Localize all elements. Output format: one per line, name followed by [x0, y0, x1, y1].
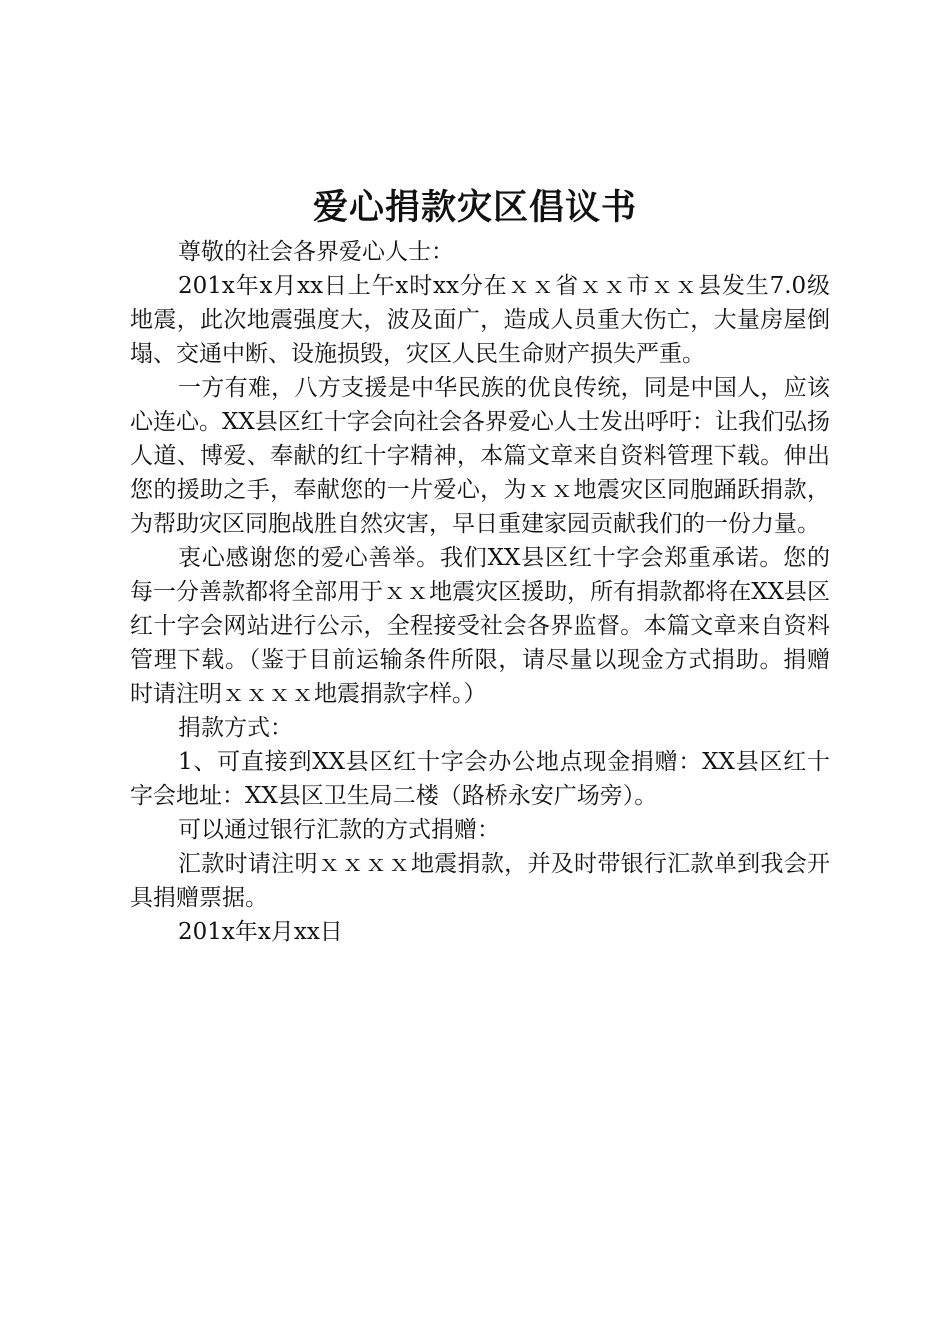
- paragraph-commitment: 衷心感谢您的爱心善举。我们XX县区红十字会郑重承诺。您的每一分善款都将全部用于ｘｘ地震灾区援助，所有捐款都将在XX县区红十字会网站进行公示，全程接受社会各界监督。本篇文章来自资料管理下载。（鉴于目前运输条件所限，请尽量以现金方式捐助。捐赠时请注明ｘｘｘｘ地震捐款字样。）: [130, 545, 830, 707]
- paragraph-earthquake-report: 201x年x月xx日上午x时xx分在ｘｘ省ｘｘ市ｘｘ县发生7.0级地震，此次地震强度大，波及面广，造成人员重大伤亡，大量房屋倒塌、交通中断、设施损毁，灾区人民生命财产损失严重。: [130, 273, 830, 367]
- document-date: 201x年x月xx日: [178, 919, 343, 945]
- salutation: 尊敬的社会各界爱心人士：: [178, 239, 454, 265]
- donation-method-cash: 1、可直接到XX县区红十字会办公地点现金捐赠：XX县区红十字会地址：XX县区卫生局二楼（路桥永安广场旁）。: [130, 749, 830, 809]
- document-body: [130, 235, 830, 949]
- bank-transfer-note: 汇款时请注明ｘｘｘｘ地震捐款，并及时带银行汇款单到我会开具捐赠票据。: [130, 851, 830, 911]
- donation-methods-heading: 捐款方式：: [178, 715, 293, 741]
- donation-method-bank: 可以通过银行汇款的方式捐赠：: [178, 817, 500, 843]
- document-title: 爱心捐款灾区倡议书: [312, 188, 637, 228]
- paragraph-appeal: 一方有难，八方支援是中华民族的优良传统，同是中国人，应该心连心。XX县区红十字会向社会各界爱心人士发出呼吁：让我们弘扬人道、博爱、奉献的红十字精神，本篇文章来自资料管理下载。伸出您的援助之手，奉献您的一片爱心，为ｘｘ地震灾区同胞踊跃捐款，为帮助灾区同胞战胜自然灾害，早日重建家园贡献我们的一份力量。: [130, 375, 830, 537]
